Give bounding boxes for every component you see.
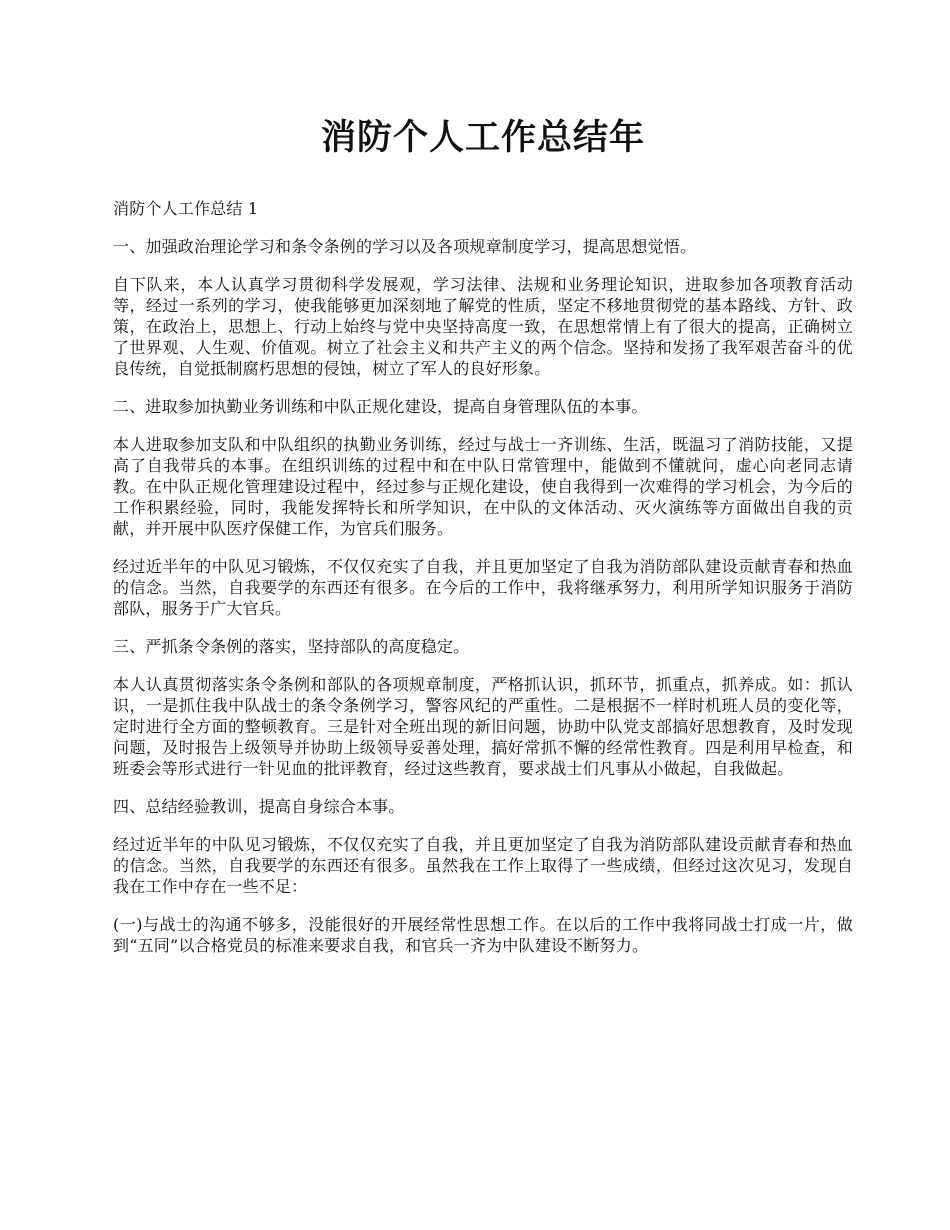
section-heading-2: 二、进取参加执勤业务训练和中队正规化建设，提高自身管理队伍的本事。 xyxy=(113,397,648,416)
paragraph-body-3: 经过近半年的中队见习锻炼，不仅仅充实了自我，并且更加坚定了自我为消防部队建设贡献青春和热血的信念。当然，自我要学的东西还有很多。在今后的工作中，我将继承努力，利用所学知识服务于消防部队，服务于广大官兵。 xyxy=(113,557,853,618)
paragraph-body-1: 自下队来，本人认真学习贯彻科学发展观，学习法律、法规和业务理论知识，进取参加各项教育活动等，经过一系列的学习，使我能够更加深刻地了解党的性质，坚定不移地贯彻党的基本路线、方针、政策，在政治上，思想上、行动上始终与党中央坚持高度一致，在思想常情上有了很大的提高，正确树立了世界观、人生观、价值观。树立了社会主义和共产主义的两个信念。坚持和发扬了我军艰苦奋斗的优良传统，自觉抵制腐朽思想的侵蚀，树立了军人的良好形象。 xyxy=(113,275,853,378)
section-heading-4: 四、总结经验教训，提高自身综合本事。 xyxy=(113,797,405,816)
paragraph-body-6: (一)与战士的沟通不够多，没能很好的开展经常性思想工作。在以后的工作中我将同战士打成一片，做到“五同”以合格党员的标准来要求自我，和官兵一齐为中队建设不断努力。 xyxy=(113,915,853,955)
paragraph-body-4: 本人认真贯彻落实条令条例和部队的各项规章制度，严格抓认识，抓环节，抓重点，抓养成。如：抓认识，一是抓住我中队战士的条令条例学习，警容风纪的严重性。二是根据不一样时机班人员的变化等，定时进行全方面的整顿教育。三是针对全班出现的新旧问题，协助中队党支部搞好思想教育，及时发现问题，及时报告上级领导并协助上级领导妥善处理，搞好常抓不懈的经常性教育。四是利用早检查，和班委会等形式进行一针见血的批评教育，经过这些教育，要求战士们凡事从小做起，自我做起。 xyxy=(113,675,853,778)
document-title: 消防个人工作总结年 xyxy=(320,117,645,158)
section-heading-1: 一、加强政治理论学习和条令条例的学习以及各项规章制度学习，提高思想觉悟。 xyxy=(113,237,697,256)
paragraph-body-5: 经过近半年的中队见习锻炼，不仅仅充实了自我，并且更加坚定了自我为消防部队建设贡献青春和热血的信念。当然，自我要学的东西还有很多。虽然我在工作上取得了一些成绩，但经过这次见习，发现自我在工作中存在一些不足： xyxy=(113,835,853,896)
paragraph-body-2: 本人进取参加支队和中队组织的执勤业务训练，经过与战士一齐训练、生活，既温习了消防技能，又提高了自我带兵的本事。在组织训练的过程中和在中队日常管理中，能做到不懂就问，虚心向老同志请教。在中队正规化管理建设过程中，经过参与正规化建设，使自我得到一次难得的学习机会，为今后的工作积累经验，同时，我能发挥特长和所学知识，在中队的文体活动、灭火演练等方面做出自我的贡献，并开展中队医疗保健工作，为官兵们服务。 xyxy=(113,435,853,538)
document-page xyxy=(113,110,853,973)
paragraph-heading-1: 消防个人工作总结 1 xyxy=(113,199,259,218)
section-heading-3: 三、严抓条令条例的落实，坚持部队的高度稳定。 xyxy=(113,637,470,656)
